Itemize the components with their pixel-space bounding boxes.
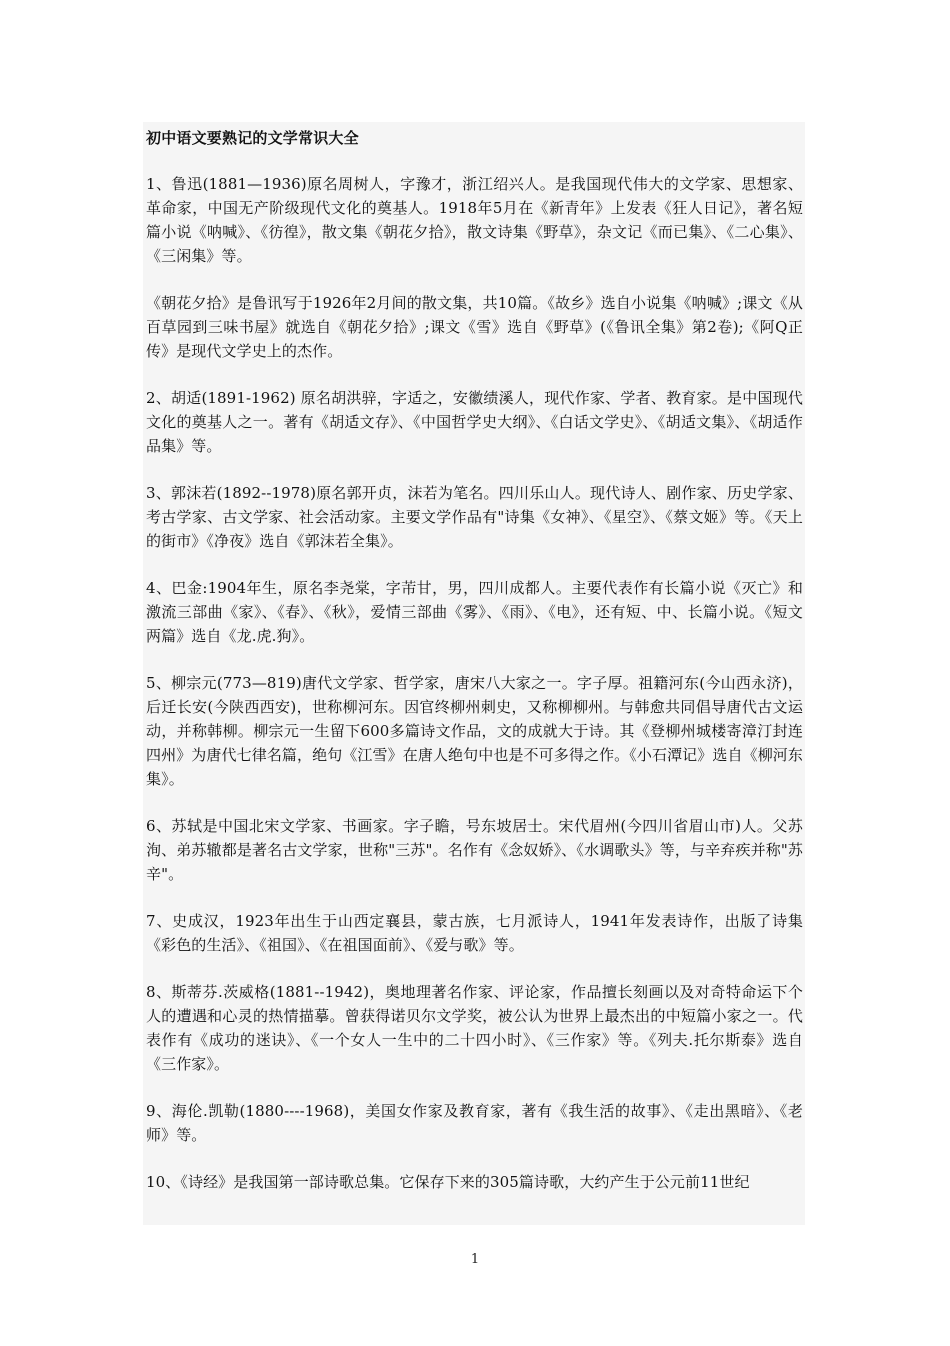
page-number: 1 xyxy=(470,1252,480,1267)
paragraph-ba-jin: 4、巴金:1904年生，原名李尧棠，字芾甘，男，四川成都人。主要代表作有长篇小说《灭亡》和激流三部曲《家》、《春》、《秋》，爱情三部曲《雾》、《雨》、《电》，还有短、中、长篇小说。《短文两篇》选自《龙.虎.狗》。 xyxy=(146,579,803,645)
paragraph-lu-xun: 1、鲁迅(1881—1936)原名周树人，字豫才，浙江绍兴人。是我国现代伟大的文学家、思想家、革命家，中国无产阶级现代文化的奠基人。1918年5月在《新青年》上发表《狂人日记》，著名短篇小说《呐喊》、《彷徨》，散文集《朝花夕拾》，散文诗集《野草》，杂文记《而已集》、《二心集》、《三闲集》等。 xyxy=(146,175,803,265)
paragraph-shijing: 10、《诗经》是我国第一部诗歌总集。它保存下来的305篇诗歌，大约产生于公元前11世纪 xyxy=(146,1173,750,1191)
paragraph-zhaohuaxishi: 《朝花夕拾》是鲁讯写于1926年2月间的散文集，共10篇。《故乡》选自小说集《呐喊》;课文《从百草园到三味书屋》就选自《朝花夕拾》;课文《雪》选自《野草》(《鲁讯全集》第2卷);《阿Q正传》是现代文学史上的杰作。 xyxy=(146,294,803,360)
paragraph-su-shi: 6、苏轼是中国北宋文学家、书画家。字子瞻，号东坡居士。宋代眉州(今四川省眉山市)人。父苏洵、弟苏辙都是著名古文学家，世称"三苏"。名作有《念奴娇》、《水调歌头》等，与辛弃疾并称"苏辛"。 xyxy=(146,817,803,883)
paragraph-guo-moruo: 3、郭沫若(1892--1978)原名郭开贞，沫若为笔名。四川乐山人。现代诗人、剧作家、历史学家、考古学家、古文学家、社会活动家。主要文学作品有"诗集《女神》、《星空》、《蔡文姬》等。《天上的街市》《净夜》选自《郭沫若全集》。 xyxy=(146,484,803,550)
paragraph-shi-chenghan: 7、史成汉，1923年出生于山西定襄县，蒙古族，七月派诗人，1941年发表诗作，出版了诗集《彩色的生活》、《祖国》、《在祖国面前》、《爱与歌》等。 xyxy=(146,912,803,954)
paragraph-liu-zongyuan: 5、柳宗元(773—819)唐代文学家、哲学家，唐宋八大家之一。字子厚。祖籍河东(今山西永济)，后迁长安(今陕西西安)，世称柳河东。因官终柳州刺史，又称柳柳州。与韩愈共同倡导唐代古文运动，并称韩柳。柳宗元一生留下600多篇诗文作品，文的成就大于诗。其《登柳州城楼寄漳汀封连四州》为唐代七律名篇，绝句《江雪》在唐人绝句中也是不可多得之作。《小石潭记》选自《柳河东集》。 xyxy=(146,674,803,788)
paragraph-hu-shi: 2、胡适(1891-1962) 原名胡洪骍，字适之，安徽绩溪人，现代作家、学者、教育家。是中国现代文化的奠基人之一。著有《胡适文存》、《中国哲学史大纲》、《白话文学史》、《胡适文集》、《胡适作品集》等。 xyxy=(146,389,803,455)
paragraph-helen-keller: 9、海伦.凯勒(1880----1968)，美国女作家及教育家，著有《我生活的故事》、《走出黑暗》、《老师》等。 xyxy=(146,1102,803,1144)
document-content xyxy=(143,122,805,1225)
paragraph-stefan-zweig: 8、斯蒂芬.茨威格(1881--1942)，奥地理著名作家、评论家，作品擅长刻画以及对奇特命运下个人的遭遇和心灵的热情描摹。曾获得诺贝尔文学奖，被公认为世界上最杰出的中短篇小家之一。代表作有《成功的迷诀》、《一个女人一生中的二十四小时》、《三作家》等。《列夫.托尔斯泰》选自《三作家》。 xyxy=(146,983,803,1073)
document-title: 初中语文要熟记的文学常识大全 xyxy=(146,129,359,147)
